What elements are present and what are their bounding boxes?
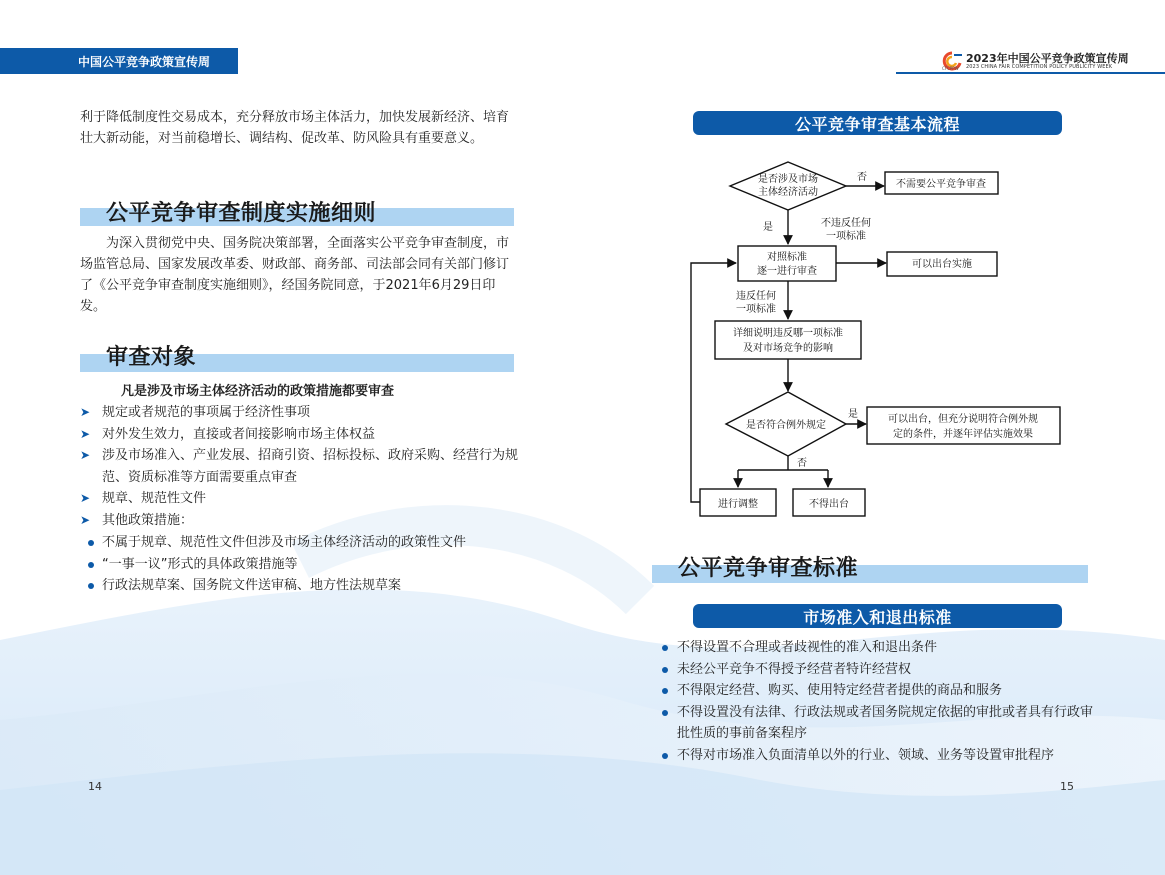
- intro-paragraph: 利于降低制度性交易成本，充分释放市场主体活力，加快发展新经济、培育壮大新动能，对当前稳增长、调结构、促改革、防风险具有重要意义。: [80, 110, 510, 146]
- flow-d2-label: 是否符合例外规定: [746, 420, 826, 431]
- dot-bullet-icon: [662, 710, 668, 716]
- flow-no-review-label: 不需要公平竞争审查: [896, 179, 986, 190]
- flow-title-pill: [693, 111, 1062, 135]
- flow-can-issue-label: 可以出台实施: [912, 259, 972, 270]
- flow-decision-economic: [730, 162, 846, 210]
- dot-bullet-icon: [88, 583, 94, 589]
- arrow-bullet-icon: ➤: [80, 512, 91, 527]
- list-item: 不得设置不合理或者歧视性的准入和退出条件: [662, 637, 1102, 659]
- arrow-list: [80, 402, 520, 531]
- standards-list: [662, 637, 1102, 766]
- dot-bullet-icon: [88, 540, 94, 546]
- standard-title-pill: [693, 604, 1062, 628]
- dot-bullet-icon: [88, 562, 94, 568]
- flow-d1-label-2: 主体经济活动: [758, 187, 818, 198]
- review-objects-lead: 凡是涉及市场主体经济活动的政策措施都要审查: [121, 384, 395, 399]
- arrow-bullet-icon: ➤: [80, 426, 91, 441]
- flow-exception-label-2: 定的条件，并逐年评估实施效果: [893, 429, 1033, 440]
- header-left-band: [0, 48, 238, 74]
- logo-text: CFCPPW: [942, 66, 959, 71]
- list-item: 未经公平竞争不得授予经营者特许经营权: [662, 659, 1102, 681]
- flow-d1-no: 否: [857, 172, 867, 183]
- dot-bullet-icon: [662, 645, 668, 651]
- header-divider: [896, 72, 1165, 74]
- flow-check-label-1: 对照标准: [767, 252, 807, 263]
- list-item: 不得对市场准入负面清单以外的行业、领域、业务等设置审批程序: [662, 745, 1102, 767]
- flow-d2-no: 否: [797, 458, 807, 469]
- standard-title: 市场准入和退出标准: [803, 607, 952, 627]
- flow-d1-yes: 是: [763, 222, 773, 233]
- list-item: 不得设置没有法律、行政法规或者国务院规定依据的审批或者具有行政审批性质的事前备案程序: [662, 702, 1102, 745]
- flow-d2-yes: 是: [848, 409, 858, 420]
- flow-no-violation-2: 一项标准: [826, 231, 866, 242]
- flow-no-violation-1: 不违反任何: [821, 218, 871, 229]
- arrow-bullet-icon: ➤: [80, 405, 91, 419]
- flow-check-label-2: 逐一进行审查: [757, 266, 817, 277]
- flow-exception-label-1: 可以出台，但充分说明符合例外规: [888, 414, 1038, 425]
- list-item: ➤ 涉及市场准入、产业发展、招商引资、招标投标、政府采购、经营行为规范、资质标准等方面需要重点审查: [80, 445, 520, 488]
- rules-paragraph: 为深入贯彻党中央、国务院决策部署，全面落实公平竞争审查制度，市场监管总局、国家发展改革委、财政部、商务部、司法部会同有关部门修订了《公平竞争审查制度实施细则》，经国务院同意，于2021年6月29日印发。: [80, 236, 510, 314]
- arrow-bullet-icon: ➤: [80, 448, 91, 462]
- list-item: 行政法规草案、国务院文件送审稿、地方性法规草案: [88, 575, 528, 597]
- flow-reject-label: 不得出台: [809, 499, 849, 510]
- section-title-standards: 公平竞争审查标准: [678, 556, 859, 581]
- header-right-subtitle: 2023 CHINA FAIR COMPETITION POLICY PUBLICITY WEEK: [966, 64, 1113, 70]
- flow-d1-label-1: 是否涉及市场: [758, 174, 818, 185]
- list-item: ➤ 规定或者规范的事项属于经济性事项: [80, 402, 520, 424]
- page-number-left: 14: [88, 780, 102, 793]
- review-flowchart: [680, 140, 1080, 530]
- flow-adjust-label: 进行调整: [718, 499, 758, 510]
- list-item: ➤ 规章、规范性文件: [80, 488, 520, 510]
- header-right: [938, 48, 1165, 74]
- flow-explain-label-2: 及对市场竞争的影响: [743, 343, 833, 354]
- section-title-rules: 公平竞争审查制度实施细则: [106, 201, 377, 226]
- list-item: ➤ 其他政策措施：: [80, 510, 520, 532]
- flow-title: 公平竞争审查基本流程: [794, 114, 960, 134]
- dot-list: [88, 532, 528, 597]
- arrow-bullet-icon: ➤: [80, 491, 91, 505]
- flow-violation-2: 一项标准: [736, 304, 776, 315]
- dot-bullet-icon: [662, 667, 668, 673]
- list-item: ➤ 对外发生效力，直接或者间接影响市场主体权益: [80, 424, 520, 446]
- header-left-title: 中国公平竞争政策宣传周: [78, 54, 211, 69]
- section-title-review-objects: 审查对象: [106, 345, 197, 370]
- list-item: “一事一议”形式的具体政策措施等: [88, 554, 528, 576]
- flow-explain-label-1: 详细说明违反哪一项标准: [733, 328, 843, 339]
- list-item: 不得限定经营、购买、使用特定经营者提供的商品和服务: [662, 680, 1102, 702]
- page-number-right: 15: [1060, 780, 1074, 793]
- list-item: 不属于规章、规范性文件但涉及市场主体经济活动的政策性文件: [88, 532, 528, 554]
- dot-bullet-icon: [662, 688, 668, 694]
- header-right-title: 2023年中国公平竞争政策宣传周: [966, 52, 1129, 65]
- dot-bullet-icon: [662, 753, 668, 759]
- flow-violation-1: 违反任何: [736, 291, 776, 302]
